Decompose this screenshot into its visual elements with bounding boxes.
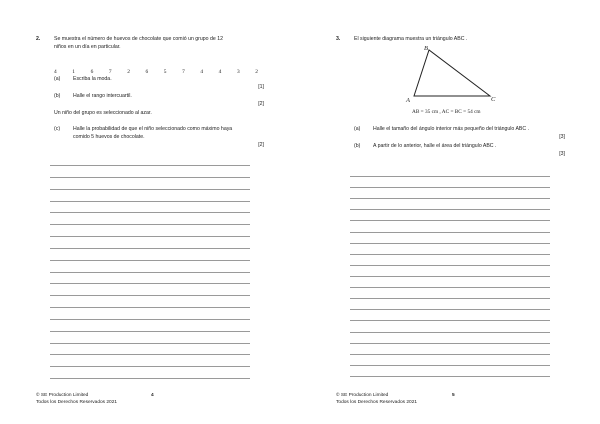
answer-line[interactable] <box>50 331 250 332</box>
sequence-value: 7 <box>108 69 112 75</box>
answer-line[interactable] <box>50 295 250 296</box>
answer-line[interactable] <box>50 165 250 166</box>
answer-line[interactable] <box>350 298 550 299</box>
question-stem: El siguiente diagrama muestra un triángulo ABC . <box>354 36 468 42</box>
answer-line[interactable] <box>350 176 550 177</box>
question-number: 3. <box>336 36 341 42</box>
question-number: 2. <box>36 36 41 42</box>
part-b-marks: [2] <box>258 101 264 107</box>
answer-line[interactable] <box>50 212 250 213</box>
vertex-b-label: B <box>424 45 428 52</box>
part-b-text: Halle el rango intercuartil. <box>73 93 132 99</box>
page-number: 5 <box>452 393 455 398</box>
sequence-value: 1 <box>72 69 75 75</box>
sequence-value: 6 <box>90 69 94 75</box>
answer-line[interactable] <box>50 224 250 225</box>
footer-copyright: © SE Production Limited <box>36 393 89 398</box>
answer-line[interactable] <box>350 243 550 244</box>
part-c-text-line-2: comido 5 huevos de chocolate. <box>73 134 145 140</box>
triangle-abc <box>414 50 490 96</box>
answer-line[interactable] <box>350 332 550 333</box>
part-c-label: (c) <box>54 126 61 132</box>
part-b-text: A partir de lo anterior, halle el área del triángulo ABC . <box>373 143 497 149</box>
answer-line[interactable] <box>350 209 550 210</box>
answer-line[interactable] <box>350 309 550 310</box>
answer-line[interactable] <box>350 354 550 355</box>
sequence-value: 5 <box>163 69 167 75</box>
intro-text: Un niño del grupo es seleccionado al azar. <box>54 110 152 116</box>
sequence-value: 3 <box>236 69 240 75</box>
part-a-text: Escriba la moda. <box>73 76 112 82</box>
part-a-label: (a) <box>354 126 361 132</box>
part-b-label: (b) <box>354 143 361 149</box>
part-a-text: Halle el tamaño del ángulo interior más pequeño del triángulo ABC . <box>373 126 530 132</box>
answer-line[interactable] <box>350 320 550 321</box>
answer-line[interactable] <box>50 354 250 355</box>
answer-line[interactable] <box>50 248 250 249</box>
answer-line[interactable] <box>350 276 550 277</box>
part-a-label: (a) <box>54 76 61 82</box>
answer-line[interactable] <box>50 272 250 273</box>
answer-line[interactable] <box>50 366 250 367</box>
answer-line[interactable] <box>350 198 550 199</box>
answer-line[interactable] <box>350 376 550 377</box>
answer-line[interactable] <box>350 343 550 344</box>
answer-line[interactable] <box>350 365 550 366</box>
sequence-value: 4 <box>200 69 204 75</box>
answer-line[interactable] <box>350 254 550 255</box>
answer-line[interactable] <box>50 283 250 284</box>
answer-line[interactable] <box>350 287 550 288</box>
footer-rights: Todos los Derechos Reservados 2021 <box>36 400 118 405</box>
page-number: 4 <box>151 393 154 398</box>
sequence-value: 4 <box>54 69 57 75</box>
answer-line[interactable] <box>50 260 250 261</box>
sequence-value: 4 <box>218 69 222 75</box>
answer-line[interactable] <box>50 201 250 202</box>
sequence-value: 2 <box>127 69 130 75</box>
answer-line[interactable] <box>350 265 550 266</box>
page-5 <box>300 0 600 424</box>
answer-line[interactable] <box>50 236 250 237</box>
part-b-label: (b) <box>54 93 61 99</box>
answer-line[interactable] <box>50 189 250 190</box>
question-stem-line-2: niños en un día en particular. <box>54 44 121 50</box>
answer-line[interactable] <box>50 343 250 344</box>
footer-rights: Todos los Derechos Reservados 2021 <box>336 400 418 405</box>
part-a-marks: [3] <box>559 134 565 140</box>
vertex-c-label: C <box>491 96 496 103</box>
sequence-value: 6 <box>145 69 149 75</box>
answer-line[interactable] <box>350 187 550 188</box>
answer-line[interactable] <box>350 232 550 233</box>
triangle-diagram <box>400 42 500 108</box>
answer-line[interactable] <box>50 307 250 308</box>
answer-line[interactable] <box>50 319 250 320</box>
diagram-caption: AB = 35 cm , AC = BC = 54 cm <box>412 109 481 115</box>
sequence-value: 7 <box>182 69 185 75</box>
answer-line[interactable] <box>350 220 550 221</box>
answer-line[interactable] <box>50 378 250 379</box>
footer-copyright: © SE Production Limited <box>336 393 389 398</box>
vertex-a-label: A <box>406 97 410 104</box>
part-b-marks: [3] <box>559 151 565 157</box>
answer-line[interactable] <box>50 177 250 178</box>
part-c-text-line-1: Halle la probabilidad de que el niño seleccionado como máximo haya <box>73 126 233 132</box>
part-c-marks: [2] <box>258 142 264 148</box>
sequence-value: 2 <box>255 69 258 75</box>
question-stem-line-1: Se muestra el número de huevos de chocolate que comió un grupo de 12 <box>54 36 223 42</box>
part-a-marks: [1] <box>258 84 264 90</box>
